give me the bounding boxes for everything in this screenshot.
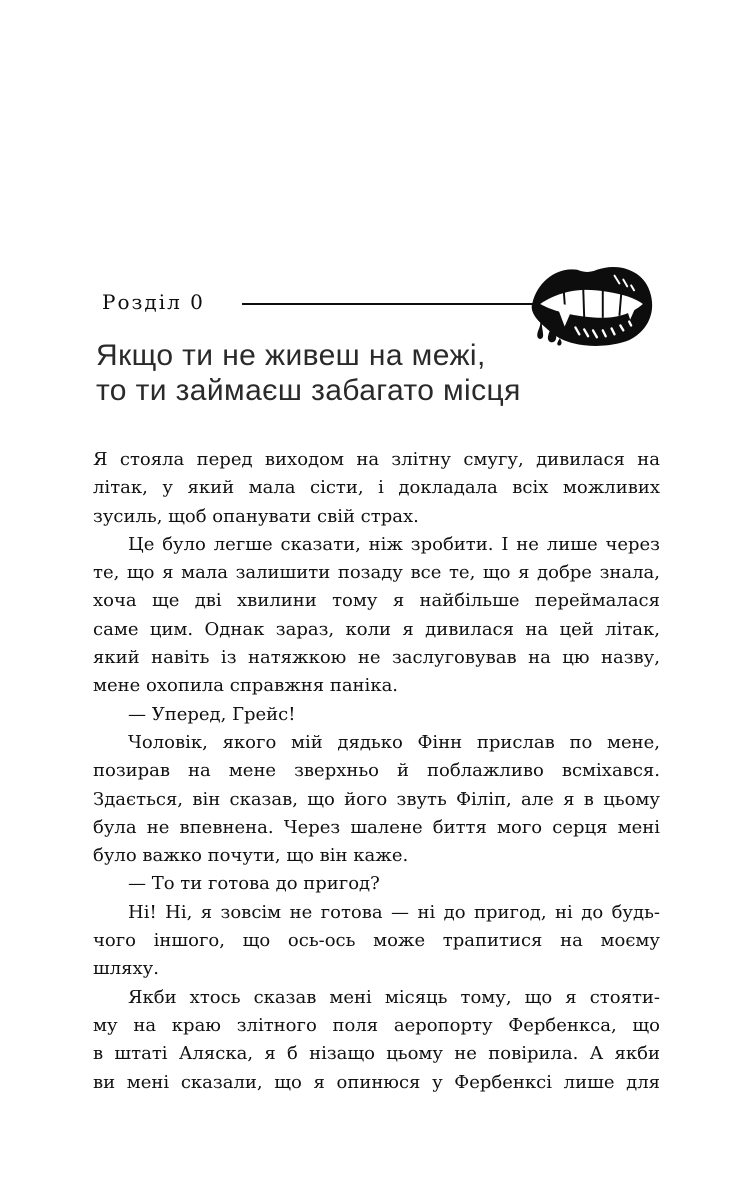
body-line: ви мені сказали, що я опинюся у Фербенксі лише для <box>93 1071 660 1093</box>
page-body-text <box>93 446 660 1097</box>
body-line: було важко почути, що він каже. <box>93 845 409 867</box>
paragraph <box>93 446 660 531</box>
paragraph <box>93 729 660 870</box>
body-line: Чоловік, якого мій дядько Фінн прислав по мене, <box>128 731 660 753</box>
paragraph <box>93 984 660 1097</box>
body-line: — То ти готова до пригод? <box>128 873 380 895</box>
body-line: була не впевнена. Через шалене биття мого серця мені <box>93 816 660 838</box>
body-line: шляху. <box>93 958 159 980</box>
body-line: Це було легше сказати, ніж зробити. І не лише через <box>128 533 660 555</box>
chapter-title-line-1: Якщо ти не живеш на межі, <box>96 339 486 372</box>
body-line: Якби хтось сказав мені місяць тому, що я стояти- <box>128 986 660 1008</box>
paragraph <box>93 701 660 729</box>
chapter-title <box>96 338 521 408</box>
body-line: Здається, він сказав, що його звуть Філіп, але я в цьому <box>93 788 660 810</box>
body-line: саме цим. Однак зараз, коли я дивилася на цей літак, <box>93 618 660 640</box>
blood-drop-small <box>557 338 561 345</box>
body-line: чого іншого, що ось-ось може трапитися на моєму <box>93 930 660 952</box>
body-line: позирав на мене зверхньо й поблажливо всміхався. <box>93 760 660 782</box>
chapter-title-line-2: то ти займаєш забагато місця <box>96 374 521 407</box>
paragraph <box>93 531 660 701</box>
body-line: Я стояла перед виходом на злітну смугу, дивилася на <box>93 449 660 470</box>
body-line: зусиль, щоб опанувати свій страх. <box>93 505 419 527</box>
divider-line <box>242 303 540 305</box>
body-line: в штаті Аляска, я б нізащо цьому не повірила. А якби <box>93 1043 660 1065</box>
body-line: Ні! Ні, я зовсім не готова — ні до пригод, ні до будь- <box>128 901 660 923</box>
chapter-label: Розділ 0 <box>102 290 205 314</box>
body-line: який навіть із натяжкою не заслуговував на цю назву, <box>93 647 660 669</box>
body-line: те, що я мала залишити позаду все те, що я добре знала, <box>93 562 660 584</box>
paragraph <box>93 899 660 984</box>
bitten-lips-blood-drip-icon <box>528 260 658 348</box>
body-line: хоча ще дві хвилини тому я найбільше переймалася <box>93 590 660 612</box>
paragraph <box>93 870 660 898</box>
body-line: му на краю злітного поля аеропорту Фербенкса, що <box>93 1014 660 1036</box>
body-line: мене охопила справжня паніка. <box>93 675 399 697</box>
body-line: літак, у який мала сісти, і докладала всіх можливих <box>93 477 660 499</box>
body-line: — Уперед, Грейс! <box>128 703 296 725</box>
